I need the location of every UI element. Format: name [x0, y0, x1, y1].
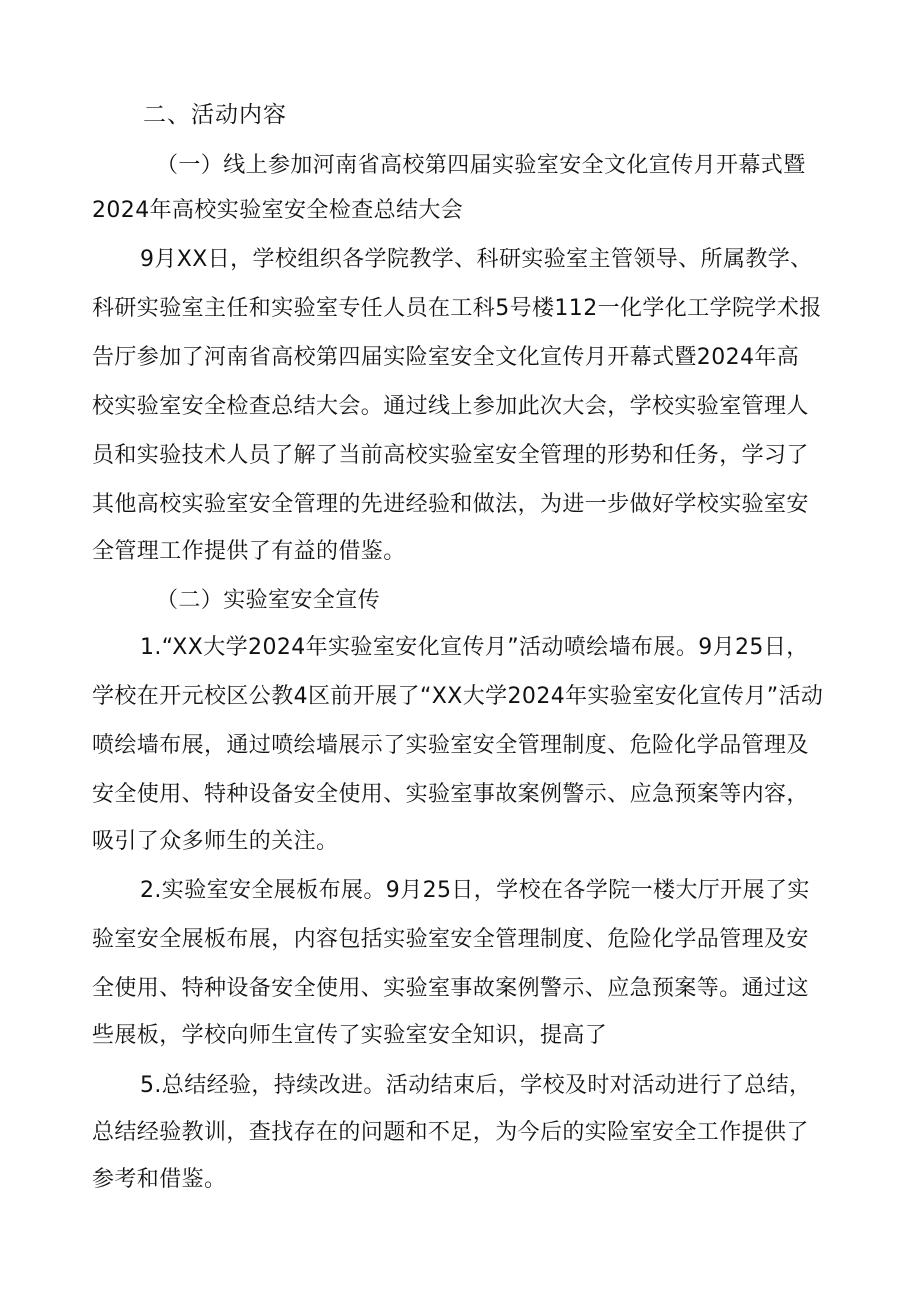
paragraph-line: 科研实验室主任和实验室专任人员在工科5号楼112一化学化工学院学术报: [92, 296, 822, 321]
list-item-line: 些展板，学校向师生宣传了实验室安全知识，提高了: [92, 1023, 608, 1048]
paragraph-line: 全管理工作提供了有益的借鉴。: [92, 539, 406, 564]
list-item-line: 吸引了众多师生的关注。: [92, 829, 339, 854]
list-item-line: 总结经验教训，查找存在的问题和不足，为今后的实险室安全工作提供了: [92, 1120, 809, 1145]
list-item-line: 1.“XX大学2024年实验室安化宣传月”活动喷绘墙布展。9月25日，: [140, 635, 809, 660]
subsection-title-line: （一）线上参加河南省高校第四届实验室安全文化宣传月开幕式暨: [156, 153, 806, 178]
list-item-line: 安全使用、特种设备安全使用、实验室事故案例警示、应急预案等内容，: [92, 782, 809, 807]
subsection-title: （二）实验室安全宣传: [156, 588, 381, 613]
paragraph-line: 员和实验技术人员了解了当前高校实验室安全管理的形势和任务，学习了: [92, 443, 809, 468]
paragraph-line: 校实验室安全检查总结大会。通过线上参加此次大会，学校实验室管理人: [92, 394, 809, 419]
list-item-line: 全使用、特种设备安全使用、实验室事故案例警示、应急预案等。通过这: [92, 976, 809, 1001]
list-item-line: 喷绘墙布展，通过喷绘墙展示了实验室安全管理制度、危险化学品管理及: [92, 733, 809, 758]
list-item-line: 学校在开元校区公教4区前开展了“XX大学2024年实验室安化宣传月”活动: [92, 684, 824, 709]
subsection-title-line: 2024年高校实验室安全检查总结大会: [92, 198, 464, 223]
paragraph-line: 其他高校实验室安全管理的先进经验和做法，为进一步做好学校实验室安: [92, 492, 809, 517]
list-item-line: 验室安全展板布展，内容包括实验室安全管理制度、危险化学品管理及安: [92, 927, 809, 952]
section-heading: 二、活动内容: [143, 102, 287, 128]
list-item-line: 2.实验室安全展板布展。9月25日，学校在各学院一楼大厅开展了实: [140, 878, 810, 903]
list-item-line: 参考和借鉴。: [92, 1167, 227, 1192]
list-item-line: 5.总结经验，持续改进。活动结束后，学校及时对活动进行了总结，: [140, 1073, 812, 1098]
paragraph-line: 告厅参加了河南省高校第四届实险室安全文化宣传月开幕式暨2024年高: [92, 345, 800, 370]
paragraph-line: 9月XX日，学校组织各学院教学、科研实验室主管领导、所属教学、: [140, 247, 813, 272]
